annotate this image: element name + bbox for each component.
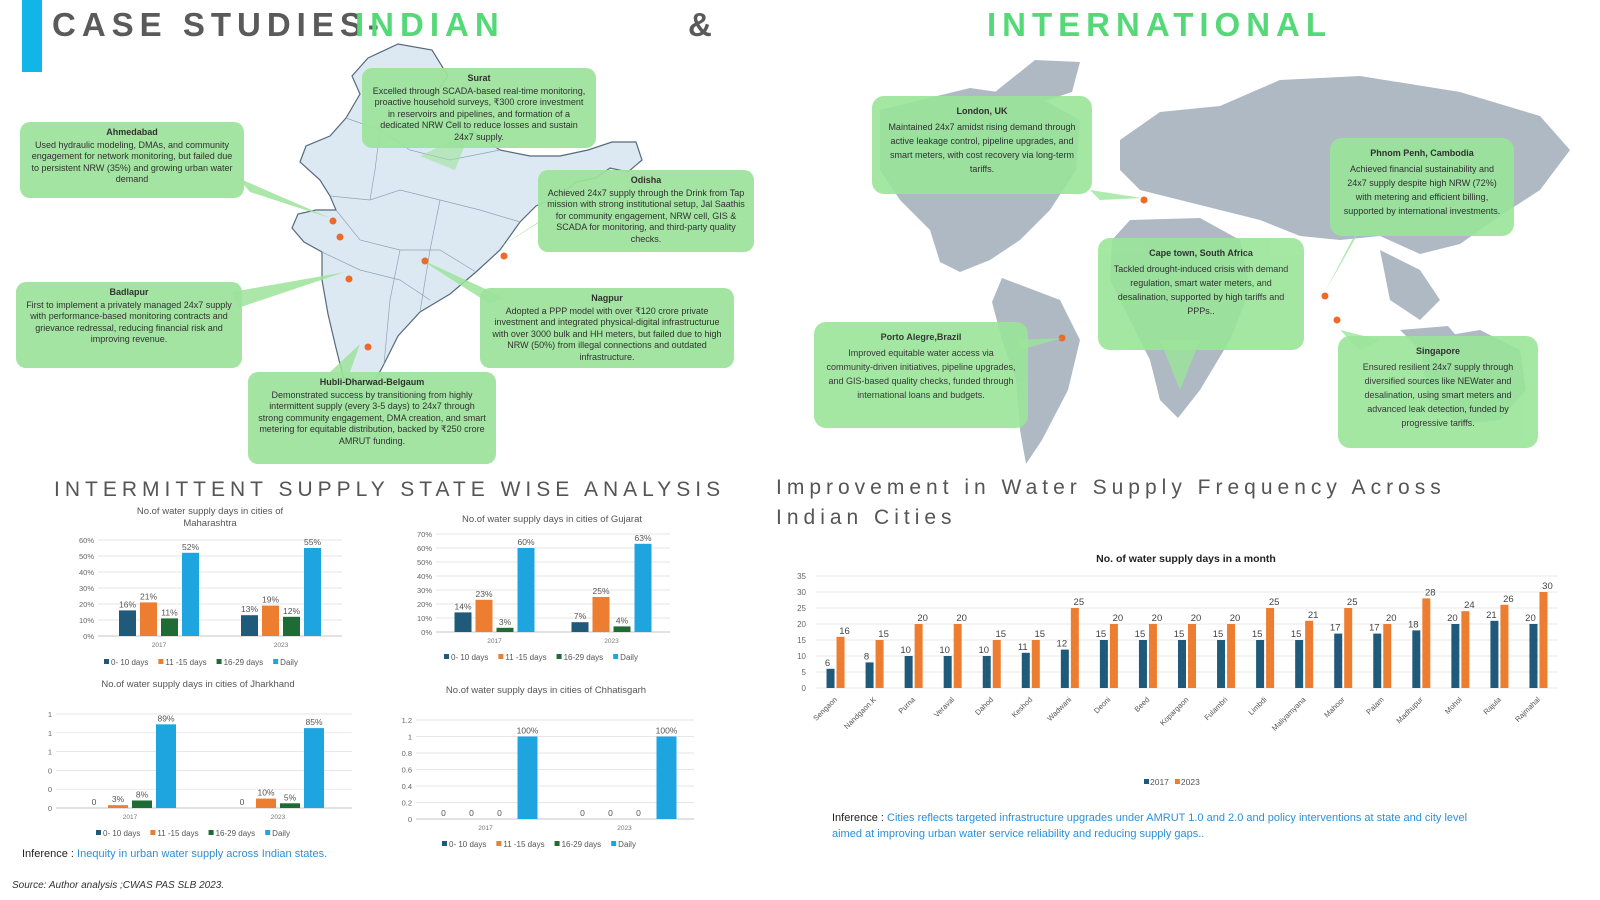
- legend-label: 16-29 days: [561, 840, 602, 849]
- bar-2017: [983, 656, 991, 688]
- data-label: 17: [1329, 622, 1341, 634]
- bar-0-10days: [455, 612, 472, 632]
- y-tick-label: 50%: [78, 552, 94, 561]
- x-category-label: Dahod: [973, 695, 996, 718]
- bar-daily: [635, 544, 652, 632]
- bar-2023: [876, 640, 884, 688]
- x-category-label: Fulambri: [1202, 695, 1230, 723]
- data-label: 100%: [655, 725, 678, 736]
- data-label: 12: [1056, 638, 1068, 650]
- data-label: 0: [469, 808, 474, 818]
- data-label: 89%: [157, 713, 175, 724]
- legend-label: Daily: [272, 829, 290, 838]
- legend-swatch: [217, 659, 222, 664]
- bar-2023: [1383, 624, 1391, 688]
- y-tick-label: 70%: [416, 530, 432, 539]
- data-label: 10: [900, 645, 911, 656]
- chart-title: No.of water supply days in cities of Gujarat: [461, 514, 643, 525]
- y-tick-label: 0: [47, 785, 52, 795]
- data-label: 15: [1290, 629, 1302, 640]
- data-label: 63%: [634, 532, 652, 543]
- bar-2017: [1139, 640, 1147, 688]
- data-label: 15: [878, 629, 889, 640]
- x-category-label: Wadwani: [1045, 695, 1074, 724]
- inference-cities-text: Cities reflects targeted infrastructure upgrades under AMRUT 1.0 and 2.0 and policy interventions at state and city level aimed at improving urban water service reliability and reducing supply gaps..: [832, 812, 1468, 840]
- bar-2023: [993, 640, 1001, 688]
- legend-label: Daily: [280, 658, 298, 667]
- x-category-label: 2017: [122, 814, 138, 821]
- x-category-label: 2017: [487, 638, 502, 645]
- legend-swatch: [209, 830, 214, 835]
- bar-2017: [1217, 640, 1225, 688]
- chart-title-line: Maharashtra: [183, 518, 237, 529]
- callout-odisha: [538, 170, 754, 252]
- y-tick-label: 0.2: [401, 798, 412, 808]
- y-tick-label: 10%: [78, 616, 94, 625]
- data-label: 18: [1408, 619, 1419, 631]
- data-label: 14%: [454, 601, 472, 612]
- bar-daily: [304, 728, 324, 808]
- bar-16-29days: [280, 803, 300, 808]
- data-label: 20: [917, 613, 928, 624]
- legend-swatch: [1144, 779, 1149, 784]
- data-label: 85%: [305, 717, 323, 728]
- data-label: 15: [1134, 629, 1146, 640]
- bar-2023: [1500, 605, 1508, 688]
- legend-swatch: [557, 654, 562, 659]
- y-tick-label: 20%: [416, 600, 432, 609]
- y-tick-label: 40%: [78, 568, 94, 577]
- data-label: 20: [1385, 613, 1397, 624]
- y-tick-label: 1: [47, 728, 52, 738]
- bar-2017: [1178, 640, 1186, 688]
- y-tick-label: 60%: [78, 536, 94, 545]
- x-category-label: Sengaon: [811, 695, 839, 723]
- legend-swatch: [158, 659, 163, 664]
- data-label: 52%: [181, 541, 200, 552]
- data-label: 16: [839, 625, 850, 637]
- bar-2017: [1256, 640, 1264, 688]
- inference-cities: [832, 810, 1472, 842]
- bar-2023: [1032, 640, 1040, 688]
- bar-2017: [1529, 624, 1537, 688]
- y-tick-label: 30: [797, 588, 806, 597]
- section-title-improvement-1: Improvement in Water Supply Frequency Across: [776, 476, 1446, 499]
- legend-swatch: [444, 654, 449, 659]
- legend-label: 0- 10 days: [111, 658, 149, 667]
- legend-label: 16-29 days: [223, 658, 264, 667]
- callout-cape-town-title: Cape town, South Africa: [1149, 248, 1253, 258]
- data-label: 0: [239, 797, 245, 807]
- data-label: 25%: [592, 586, 610, 596]
- data-label: 24: [1464, 600, 1475, 612]
- callout-singapore-text: Ensured resilient 24x7 supply through diversified sources like NEWater and desalination, using smart meters and advanced leak detection, funded by progressive tariffs.: [1362, 362, 1514, 428]
- bar-2023: [1539, 592, 1547, 688]
- y-tick-label: 0: [801, 684, 806, 693]
- callout-porto-alegre: [814, 322, 1028, 428]
- data-label: 19%: [261, 594, 280, 605]
- bar-2023: [1227, 624, 1235, 688]
- bar-11-15days: [593, 597, 610, 632]
- bar-daily: [518, 737, 538, 820]
- x-category-label: 2023: [273, 642, 289, 649]
- callout-odisha-title: Odisha: [630, 175, 662, 185]
- title-international: INTERNATIONAL: [987, 6, 1333, 43]
- data-label: 25: [1346, 597, 1358, 608]
- bar-daily: [156, 724, 176, 808]
- inference-states: [22, 846, 352, 862]
- section-title-improvement-2: Indian Cities: [776, 506, 957, 529]
- data-label: 21: [1307, 609, 1319, 621]
- bar-2023: [1305, 621, 1313, 688]
- callout-phnom-penh-title: Phnom Penh, Cambodia: [1370, 148, 1474, 158]
- y-tick-label: 0.6: [401, 765, 412, 775]
- bar-2023: [915, 624, 923, 688]
- legend-label: 16-29 days: [563, 653, 604, 662]
- legend-label: 11 -15 days: [503, 840, 545, 849]
- callout-nagpur: [480, 288, 734, 368]
- x-category-label: Mohol: [1442, 695, 1464, 716]
- data-label: 21: [1486, 609, 1497, 621]
- y-tick-label: 0.4: [401, 782, 412, 791]
- data-label: 10: [939, 645, 950, 656]
- bar-2017: [827, 669, 835, 688]
- chart-maharashtra: [60, 500, 370, 675]
- data-label: 0: [497, 808, 502, 818]
- data-label: 11%: [161, 607, 178, 618]
- data-label: 16%: [118, 599, 137, 610]
- chart-title: No. of water supply days in a month: [1096, 553, 1276, 565]
- callout-surat-text: Excelled through SCADA-based real-time monitoring, proactive household surveys, ₹300 crore investment in reservoirs and pipelines, and formation of a dedicated NRW Cell to reduce losses and sustain 24x7 supply.: [372, 85, 586, 142]
- y-tick-label: 15: [797, 636, 806, 645]
- legend-swatch: [104, 659, 109, 664]
- y-tick-label: 35: [797, 572, 806, 581]
- data-label: 28: [1425, 587, 1436, 599]
- data-label: 20: [1190, 613, 1202, 624]
- data-label: 0: [608, 808, 613, 818]
- bar-2023: [1149, 624, 1157, 688]
- title-indian: INDIAN: [355, 6, 505, 43]
- legend-label: 11 -15 days: [505, 653, 547, 662]
- legend-label: 2023: [1180, 777, 1200, 787]
- data-label: 13%: [240, 604, 259, 615]
- x-category-label: Veraval: [932, 695, 957, 720]
- x-category-label: Nandgaon.K: [842, 695, 878, 731]
- section-title-intermittent: INTERMITTENT SUPPLY STATE WISE ANALYSIS: [54, 478, 726, 501]
- bar-2017: [1100, 640, 1108, 688]
- bar-2023: [1422, 598, 1430, 688]
- callout-nagpur-title: Nagpur: [591, 293, 623, 303]
- x-category-label: Deoni: [1092, 695, 1113, 716]
- x-category-label: Keshod: [1009, 695, 1035, 720]
- y-tick-label: 30%: [78, 584, 94, 593]
- chart-gujarat: [400, 508, 700, 668]
- chart-title: No.of water supply days in cities of Chhatisgarh: [445, 685, 647, 696]
- bar-2023: [1188, 624, 1196, 688]
- callout-badlapur: [16, 282, 242, 368]
- bar-2017: [905, 656, 913, 688]
- legend-label: 2017: [1150, 777, 1169, 787]
- bar-daily: [518, 548, 535, 632]
- inference-cities-label: Inference :: [832, 812, 884, 824]
- callout-london-title: London, UK: [956, 106, 1008, 116]
- chart-jharkhand: [30, 676, 370, 844]
- chart-title: [137, 506, 284, 529]
- x-category-label: Palam: [1364, 695, 1386, 717]
- y-tick-label: 0%: [421, 628, 432, 637]
- callout-cape-town: [1098, 238, 1304, 350]
- data-label: 10: [978, 645, 990, 656]
- y-tick-label: 10: [797, 652, 806, 661]
- bar-2017: [1022, 653, 1030, 688]
- bar-2017: [866, 662, 874, 688]
- bar-2023: [1461, 611, 1469, 688]
- bar-0-10days: [572, 622, 589, 632]
- x-category-label: Rajmahal: [1513, 695, 1542, 724]
- bar-2023: [837, 637, 845, 688]
- data-label: 60%: [517, 537, 535, 547]
- x-category-label: 2017: [151, 642, 167, 649]
- data-label: 55%: [303, 537, 322, 547]
- bar-0-10days: [241, 615, 258, 636]
- bar-daily: [304, 548, 321, 636]
- data-label: 0: [636, 808, 641, 818]
- bar-2017: [1490, 621, 1498, 688]
- legend-label: Daily: [620, 653, 638, 662]
- x-category-label: Madhupur: [1394, 695, 1425, 726]
- legend-label: 16-29 days: [215, 829, 256, 838]
- legend-label: 0- 10 days: [451, 653, 489, 662]
- legend-label: 0- 10 days: [449, 840, 487, 849]
- y-tick-label: 5: [801, 668, 806, 677]
- callout-singapore: [1338, 336, 1538, 448]
- data-label: 23%: [475, 588, 493, 599]
- callout-phnom-penh: [1330, 138, 1514, 236]
- bar-0-10days: [119, 610, 136, 636]
- data-label: 20: [956, 613, 967, 624]
- legend-swatch: [96, 830, 101, 835]
- bar-daily: [657, 737, 677, 820]
- callout-porto-alegre-title: Porto Alegre,Brazil: [880, 332, 962, 342]
- legend-swatch: [265, 830, 270, 835]
- x-category-label: Limbdi: [1246, 695, 1269, 718]
- data-label: 11: [1017, 641, 1028, 653]
- callout-ahmedabad-text: Used hydraulic modeling, DMAs, and community engagement for network monitoring, but failed due to persistent NRW (35%) and growing urban water demand: [31, 139, 233, 184]
- legend-swatch: [613, 654, 618, 659]
- y-tick-label: 30%: [416, 586, 432, 595]
- bar-11-15days: [476, 600, 493, 632]
- y-tick-label: 60%: [416, 544, 432, 553]
- y-tick-label: 40%: [416, 572, 432, 581]
- bar-11-15days: [140, 602, 157, 636]
- bar-2017: [1295, 640, 1303, 688]
- callout-surat: [362, 68, 596, 148]
- bar-2017: [1373, 634, 1381, 688]
- data-label: 15: [1251, 629, 1263, 640]
- data-label: 12%: [282, 605, 301, 616]
- title-ampersand: &: [688, 6, 718, 43]
- chart-title: No.of water supply days in cities of Jharkhand: [101, 679, 295, 690]
- callout-london-text: Maintained 24x7 amidst rising demand through active leakage control, pipeline upgrades, and smart meters, with cost recovery via long-term tariffs.: [888, 122, 1076, 174]
- data-label: 15: [1173, 629, 1185, 640]
- data-label: 0: [91, 797, 97, 807]
- data-label: 6: [824, 657, 831, 669]
- y-tick-label: 20: [797, 620, 806, 629]
- callout-singapore-title: Singapore: [1415, 346, 1460, 356]
- y-tick-label: 0: [47, 804, 52, 813]
- data-label: 3%: [111, 794, 125, 805]
- bar-2017: [1334, 634, 1342, 688]
- bar-16-29days: [497, 628, 514, 632]
- callout-porto-alegre-text: Improved equitable water access via community-driven initiatives, pipeline upgrades, and GIS-based quality checks, funded through international loans and budgets.: [826, 348, 1016, 400]
- data-label: 15: [995, 629, 1007, 640]
- x-category-label: Mahoor: [1322, 695, 1347, 720]
- x-category-label: Beed: [1132, 695, 1152, 714]
- chart-title-line: No.of water supply days in cities of: [136, 506, 284, 517]
- legend-swatch: [442, 841, 447, 846]
- y-tick-label: 1: [407, 732, 412, 742]
- data-label: 21%: [139, 591, 158, 602]
- data-label: 100%: [516, 725, 539, 736]
- callout-london: [872, 96, 1092, 194]
- y-tick-label: 25: [797, 604, 806, 613]
- callout-ahmedabad-title: Ahmedabad: [106, 127, 158, 137]
- data-label: 17: [1368, 622, 1380, 634]
- data-label: 20: [1229, 613, 1241, 624]
- callout-surat-title: Surat: [467, 73, 491, 83]
- y-tick-label: 20%: [78, 600, 94, 609]
- y-tick-label: 10%: [416, 614, 432, 623]
- bar-16-29days: [161, 618, 178, 636]
- bar-11-15days: [256, 799, 276, 808]
- legend-swatch: [498, 654, 503, 659]
- data-label: 8: [863, 651, 870, 663]
- bar-2017: [1451, 624, 1459, 688]
- callout-hubli: [248, 372, 496, 464]
- callout-ahmedabad: [20, 122, 244, 198]
- data-label: 20: [1525, 613, 1536, 624]
- chart-city-supply-days: [776, 546, 1576, 796]
- bar-2017: [944, 656, 952, 688]
- x-category-label: Purna: [896, 695, 918, 716]
- callout-phnom-penh-text: Achieved financial sustainability and 24x7 supply despite high NRW (72%) with metering and efficient billing, supported by international investments.: [1343, 164, 1501, 216]
- legend-swatch: [555, 841, 560, 846]
- y-tick-label: 1: [47, 710, 52, 719]
- bar-16-29days: [614, 626, 631, 632]
- data-label: 20: [1151, 613, 1163, 624]
- bar-daily: [182, 553, 199, 636]
- data-label: 26: [1503, 593, 1514, 605]
- title-case-studies: CASE STUDIES-: [52, 6, 385, 43]
- source-note: Source: Author analysis ;CWAS PAS SLB 2023.: [12, 880, 225, 891]
- callout-nagpur-text: Adopted a PPP model with over ₹120 crore private investment and integrated physical-digital infrastructurue with over 3000 bulk and HH meters, but failed due to high NRW (50%) from illegal connections and outdated infrastructure.: [492, 305, 722, 362]
- data-label: 15: [1034, 629, 1046, 640]
- x-category-label: 2023: [270, 814, 286, 821]
- inference-states-text: Inequity in urban water supply across Indian states.: [77, 848, 328, 860]
- legend-label: 11 -15 days: [165, 658, 207, 667]
- chart-chhatisgarh: [380, 680, 710, 852]
- bar-2023: [1071, 608, 1079, 688]
- data-label: 25: [1073, 597, 1085, 608]
- x-category-label: 2017: [478, 825, 493, 832]
- legend-label: 0- 10 days: [103, 829, 141, 838]
- y-tick-label: 1: [47, 747, 52, 757]
- data-label: 7%: [573, 611, 587, 622]
- y-tick-label: 1.2: [401, 716, 412, 725]
- y-tick-label: 0: [47, 766, 52, 776]
- data-label: 0: [441, 808, 446, 818]
- bar-2017: [1061, 650, 1069, 688]
- x-category-label: Kopargaon: [1158, 695, 1191, 728]
- legend-label: Daily: [618, 840, 636, 849]
- bar-16-29days: [132, 800, 152, 808]
- x-category-label: Rajula: [1481, 695, 1503, 717]
- data-label: 5%: [283, 792, 297, 803]
- callout-badlapur-title: Badlapur: [109, 287, 149, 297]
- bar-2023: [1344, 608, 1352, 688]
- bar-16-29days: [283, 617, 300, 636]
- legend-swatch: [150, 830, 155, 835]
- legend-swatch: [496, 841, 501, 846]
- data-label: 0: [580, 808, 585, 818]
- callout-cape-town-text: Tackled drought-induced crisis with demand regulation, smart water meters, and desalination, supported by high tariffs and PPPs..: [1113, 264, 1289, 316]
- bar-2023: [1266, 608, 1274, 688]
- data-label: 8%: [135, 789, 149, 800]
- bar-11-15days: [108, 805, 128, 808]
- data-label: 3%: [498, 616, 512, 627]
- y-tick-label: 0: [407, 815, 412, 824]
- callout-badlapur-text: First to implement a privately managed 24x7 supply with performance-based monitoring contracts and grievance redressal, reducing financial risk and improving revenue.: [26, 299, 232, 344]
- data-label: 4%: [615, 615, 629, 626]
- callout-hubli-title: Hubli-Dharwad-Belgaum: [319, 377, 425, 387]
- data-label: 30: [1542, 581, 1553, 592]
- data-label: 15: [1212, 629, 1224, 640]
- data-label: 25: [1268, 597, 1280, 608]
- inference-states-label: Inference :: [22, 848, 74, 860]
- legend-swatch: [273, 659, 278, 664]
- bar-2023: [1110, 624, 1118, 688]
- y-tick-label: 50%: [416, 558, 432, 567]
- data-label: 15: [1095, 629, 1107, 640]
- bar-2017: [1412, 630, 1420, 688]
- legend-swatch: [611, 841, 616, 846]
- data-label: 10%: [257, 787, 275, 798]
- data-label: 20: [1112, 613, 1124, 624]
- bar-11-15days: [262, 606, 279, 636]
- legend-label: 11 -15 days: [157, 829, 199, 838]
- callout-odisha-text: Achieved 24x7 supply through the Drink from Tap mission with strong institutional setup, Jal Saathis for community engagement, NRW cell, GIS & SCADA for monitoring, and third-party quality checks.: [547, 187, 745, 244]
- y-tick-label: 0%: [83, 632, 94, 641]
- y-tick-label: 0.8: [401, 749, 412, 758]
- callout-hubli-text: Demonstrated success by transitioning from highly intermittent supply (every 3-5 days) to 24x7 through strong community engagement, DMA creation, and smart metering for equitable distribution, backed by ₹250 crore AMRUT funding.: [258, 389, 486, 446]
- x-category-label: 2023: [617, 825, 632, 832]
- data-label: 20: [1447, 613, 1458, 624]
- bar-2023: [954, 624, 962, 688]
- x-category-label: 2023: [604, 638, 619, 645]
- x-category-label: Maliyamyana: [1269, 695, 1308, 733]
- legend-swatch: [1175, 779, 1180, 784]
